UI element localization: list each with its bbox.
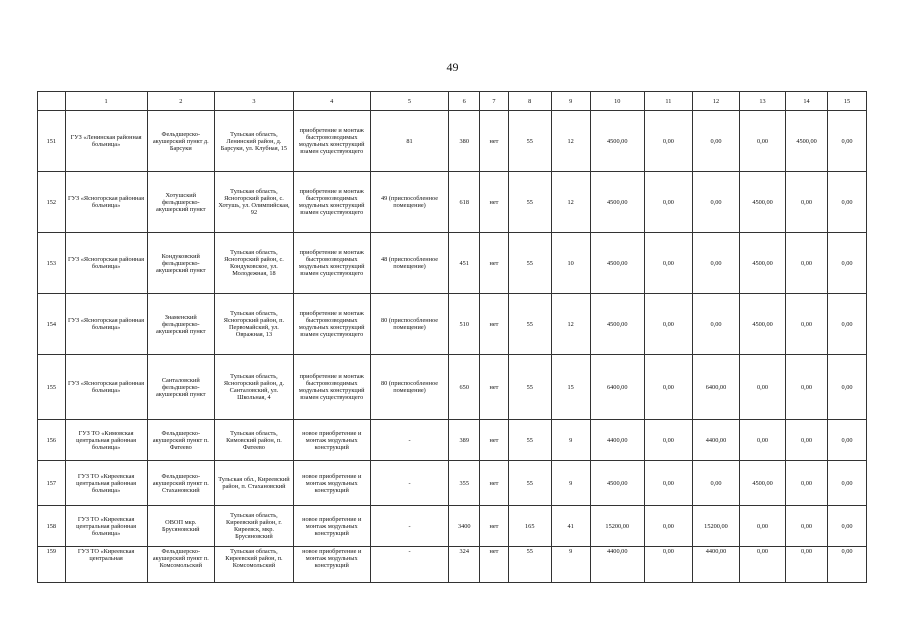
table-cell: Тульская область, Киреевский район, г. Киреевск, мкр. Брусяновский <box>215 506 294 547</box>
table-cell: 48 (приспособленное помещение) <box>370 233 449 294</box>
table-cell: 0,00 <box>692 172 739 233</box>
table-cell: 4500,00 <box>590 233 644 294</box>
table-cell: 4500,00 <box>590 461 644 506</box>
table-cell: 4500,00 <box>590 111 644 172</box>
table-cell: 4500,00 <box>590 294 644 355</box>
table-cell: 0,00 <box>828 461 867 506</box>
table-cell: 4500,00 <box>740 233 786 294</box>
table-cell: 0,00 <box>828 506 867 547</box>
table-cell: нет <box>480 111 509 172</box>
table-cell: новое приобретение и монтаж модульных конструкций <box>293 506 370 547</box>
table-cell: Тульская область, Ясногорский район, п. Первомайский, ул. Овражная, 13 <box>215 294 294 355</box>
table-cell: 55 <box>508 294 551 355</box>
table-cell: 0,00 <box>644 355 692 420</box>
table-cell: Фельдшерско-акушерский пункт д. Барсуки <box>147 111 215 172</box>
table-row <box>38 547 867 583</box>
header-cell: 9 <box>551 92 590 111</box>
table-cell: 4500,00 <box>740 172 786 233</box>
table-cell: 0,00 <box>692 461 739 506</box>
table-cell: 6400,00 <box>590 355 644 420</box>
table-cell: 151 <box>38 111 66 172</box>
table-row <box>38 111 867 172</box>
table-cell: новое приобретение и монтаж модульных конструкций <box>293 461 370 506</box>
table-cell: 0,00 <box>786 294 828 355</box>
header-cell: 4 <box>293 92 370 111</box>
table-cell: ОВОП мкр. Брусяновский <box>147 506 215 547</box>
table-cell: 80 (приспособленное помещение) <box>370 355 449 420</box>
table-cell: 9 <box>551 547 590 583</box>
table-cell: Санталовский фельдшерско-акушерский пункт <box>147 355 215 420</box>
table-cell: приобретение и монтаж быстровозводимых модульных конструкций взамен существующего <box>293 111 370 172</box>
table-cell: 15200,00 <box>590 506 644 547</box>
table-cell: Фельдшерско-акушерский пункт п. Стахановский <box>147 461 215 506</box>
table-cell: ГУЗ «Ясногорская районная больница» <box>65 233 147 294</box>
table-cell: 12 <box>551 111 590 172</box>
table-cell: ГУЗ ТО «Кимовская центральная районная больница» <box>65 420 147 461</box>
table-cell: 0,00 <box>828 111 867 172</box>
table-cell: нет <box>480 506 509 547</box>
table-cell: Тульская область, Ясногорский район, д. Санталовский, ул. Школьная, 4 <box>215 355 294 420</box>
table-cell: 0,00 <box>644 172 692 233</box>
table-cell: 0,00 <box>692 294 739 355</box>
header-cell: 15 <box>828 92 867 111</box>
data-table <box>37 91 867 583</box>
table-cell: Тульская область, Ясногорский район, с. Хотушь, ул. Олимпийская, 92 <box>215 172 294 233</box>
table-cell: нет <box>480 420 509 461</box>
table-cell: 159 <box>38 547 66 583</box>
table-cell: 0,00 <box>692 111 739 172</box>
table-cell: 618 <box>449 172 480 233</box>
table-row <box>38 294 867 355</box>
table-cell: новое приобретение и монтаж модульных конструкций <box>293 547 370 583</box>
table-cell: 12 <box>551 294 590 355</box>
header-cell: 5 <box>370 92 449 111</box>
table-cell: 0,00 <box>644 547 692 583</box>
table-cell: 324 <box>449 547 480 583</box>
table-cell: 650 <box>449 355 480 420</box>
table-cell: ГУЗ «Ясногорская районная больница» <box>65 172 147 233</box>
table-cell: 451 <box>449 233 480 294</box>
table-cell: 155 <box>38 355 66 420</box>
table-cell: 15 <box>551 355 590 420</box>
header-cell: 6 <box>449 92 480 111</box>
table-cell: 0,00 <box>828 420 867 461</box>
table-cell: Кондуковский фельдшерско-акушерский пункт <box>147 233 215 294</box>
table-cell: 0,00 <box>644 420 692 461</box>
header-cell: 14 <box>786 92 828 111</box>
table-row <box>38 355 867 420</box>
table-cell: 156 <box>38 420 66 461</box>
table-cell: Тульская область, Кимовский район, п. Фатеево <box>215 420 294 461</box>
table-cell: 0,00 <box>828 294 867 355</box>
header-cell: 3 <box>215 92 294 111</box>
table-cell: 389 <box>449 420 480 461</box>
table-cell: 154 <box>38 294 66 355</box>
table-cell: 153 <box>38 233 66 294</box>
table-cell: нет <box>480 294 509 355</box>
table-cell: 165 <box>508 506 551 547</box>
table-cell: 55 <box>508 420 551 461</box>
table-cell: приобретение и монтаж быстровозводимых модульных конструкций взамен существующего <box>293 355 370 420</box>
table-cell: 0,00 <box>828 233 867 294</box>
table-cell: приобретение и монтаж быстровозводимых модульных конструкций взамен существующего <box>293 233 370 294</box>
table-cell: ГУЗ «Ленинская районная больница» <box>65 111 147 172</box>
table-cell: 55 <box>508 172 551 233</box>
table-cell: 81 <box>370 111 449 172</box>
table-cell: 0,00 <box>644 294 692 355</box>
table-cell: ГУЗ ТО «Киреевская центральная районная больница» <box>65 506 147 547</box>
table-cell: Тульская область, Ленинский район, д. Барсуки, ул. Клубная, 15 <box>215 111 294 172</box>
table-cell: 55 <box>508 547 551 583</box>
table-cell: 0,00 <box>692 233 739 294</box>
table-row <box>38 506 867 547</box>
table-cell: 0,00 <box>786 420 828 461</box>
table-cell: 355 <box>449 461 480 506</box>
table-cell: 4400,00 <box>692 420 739 461</box>
table-cell: Тульская область, Ясногорский район, с. Кондуковское, ул. Молодежная, 18 <box>215 233 294 294</box>
table-row <box>38 461 867 506</box>
table-cell: 4500,00 <box>740 294 786 355</box>
table-cell: новое приобретение и монтаж модульных конструкций <box>293 420 370 461</box>
table-cell: Тульская обл., Киреевский район, п. Стахановский <box>215 461 294 506</box>
table-cell: 55 <box>508 355 551 420</box>
table-cell: 80 (приспособленное помещение) <box>370 294 449 355</box>
table-row <box>38 172 867 233</box>
table-cell: ГУЗ ТО «Киреевская центральная районная больница» <box>65 461 147 506</box>
table-cell: 510 <box>449 294 480 355</box>
table-cell: - <box>370 420 449 461</box>
table-cell: приобретение и монтаж быстровозводимых модульных конструкций взамен существующего <box>293 294 370 355</box>
table-cell: 0,00 <box>740 355 786 420</box>
table-cell: 55 <box>508 461 551 506</box>
header-cell <box>38 92 66 111</box>
table-cell: 4500,00 <box>786 111 828 172</box>
table-cell: 9 <box>551 461 590 506</box>
table-cell: 152 <box>38 172 66 233</box>
table-cell: 0,00 <box>828 355 867 420</box>
header-cell: 8 <box>508 92 551 111</box>
table-cell: Фельдшерско-акушерский пункт п. Комсомольский <box>147 547 215 583</box>
table-cell: 3400 <box>449 506 480 547</box>
table-cell: 10 <box>551 233 590 294</box>
table-cell: 55 <box>508 111 551 172</box>
table-cell: 157 <box>38 461 66 506</box>
table-cell: приобретение и монтаж быстровозводимых модульных конструкций взамен существующего <box>293 172 370 233</box>
table-cell: 158 <box>38 506 66 547</box>
table-cell: 0,00 <box>644 111 692 172</box>
table-cell: 55 <box>508 233 551 294</box>
table-cell: 0,00 <box>786 172 828 233</box>
header-cell: 1 <box>65 92 147 111</box>
table-cell: 15200,00 <box>692 506 739 547</box>
table-cell: Тульская область, Киреевский район, п. Комсомольский <box>215 547 294 583</box>
table-cell: 0,00 <box>786 355 828 420</box>
table-cell: ГУЗ «Ясногорская районная больница» <box>65 294 147 355</box>
table-cell: 4400,00 <box>590 420 644 461</box>
table-cell: Знаменский фельдшерско-акушерский пункт <box>147 294 215 355</box>
table-cell: - <box>370 506 449 547</box>
table-cell: 0,00 <box>786 547 828 583</box>
table-cell: 4500,00 <box>590 172 644 233</box>
table-cell: 6400,00 <box>692 355 739 420</box>
table-cell: ГУЗ ТО «Киреевская центральная <box>65 547 147 583</box>
header-cell: 2 <box>147 92 215 111</box>
table-cell: 0,00 <box>644 233 692 294</box>
table-cell: нет <box>480 233 509 294</box>
table-cell: - <box>370 461 449 506</box>
table-cell: нет <box>480 172 509 233</box>
header-cell: 7 <box>480 92 509 111</box>
page-number: 49 <box>446 60 459 74</box>
table-row <box>38 420 867 461</box>
table-cell: 0,00 <box>786 461 828 506</box>
table-cell: 49 (приспособленное помещение) <box>370 172 449 233</box>
table-cell: 0,00 <box>786 233 828 294</box>
table-cell: 0,00 <box>740 111 786 172</box>
table-cell: 4400,00 <box>692 547 739 583</box>
table-cell: 0,00 <box>740 506 786 547</box>
table-row <box>38 233 867 294</box>
table-cell: 0,00 <box>786 506 828 547</box>
table-cell: 0,00 <box>828 547 867 583</box>
header-cell: 11 <box>644 92 692 111</box>
header-cell: 12 <box>692 92 739 111</box>
table-cell: нет <box>480 355 509 420</box>
table-cell: 0,00 <box>828 172 867 233</box>
header-cell: 13 <box>740 92 786 111</box>
table-cell: 9 <box>551 420 590 461</box>
table-cell: нет <box>480 547 509 583</box>
table-cell: 0,00 <box>740 547 786 583</box>
table-cell: - <box>370 547 449 583</box>
table-cell: 380 <box>449 111 480 172</box>
table-cell: 0,00 <box>740 420 786 461</box>
table-cell: нет <box>480 461 509 506</box>
table-cell: 0,00 <box>644 461 692 506</box>
table-cell: Фельдшерско-акушерский пункт п. Фатеево <box>147 420 215 461</box>
table-header-row <box>38 92 867 111</box>
table-cell: ГУЗ «Ясногорская районная больница» <box>65 355 147 420</box>
table-cell: 41 <box>551 506 590 547</box>
table-cell: 0,00 <box>644 506 692 547</box>
table-cell: 4500,00 <box>740 461 786 506</box>
table-cell: Хотушский фельдшерско-акушерский пункт <box>147 172 215 233</box>
header-cell: 10 <box>590 92 644 111</box>
table-cell: 12 <box>551 172 590 233</box>
table-cell: 4400,00 <box>590 547 644 583</box>
